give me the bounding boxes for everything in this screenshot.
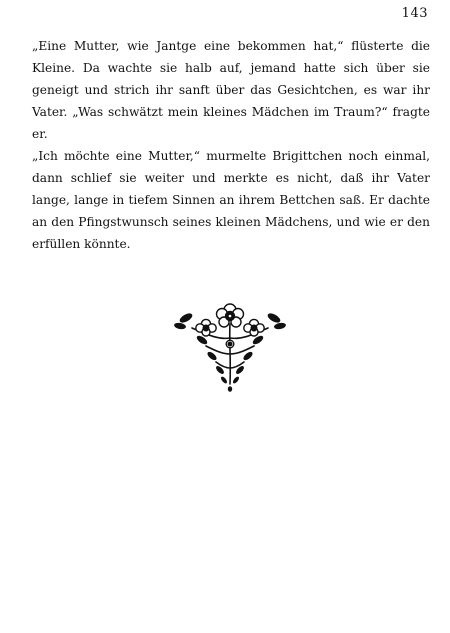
floral-vignette-icon bbox=[166, 296, 294, 392]
paragraph-2: „Ich möchte eine Mutter,“ murmelte Brigittchen noch einmal, dann schlief sie weiter und merkte es nicht, daß ihr Vater lange, lange in tiefem Sinnen an ihrem Bettchen saß. Er dachte an den Pfingstwunsch seines kleinen Mädchens, und wie er den erfüllen könnte. bbox=[32, 149, 430, 251]
body-text bbox=[32, 35, 430, 255]
page-number: 143 bbox=[401, 6, 428, 21]
paragraph-1: „Eine Mutter, wie Jantge eine bekommen hat,“ flüsterte die Kleine. Da wachte sie halb auf, jemand hatte sich über sie geneigt und strich ihr sanft über das Gesichtchen, es war ihr Vater. „Was schwätzt mein kleines Mädchen im Traum?“ fragte er. bbox=[32, 39, 430, 141]
